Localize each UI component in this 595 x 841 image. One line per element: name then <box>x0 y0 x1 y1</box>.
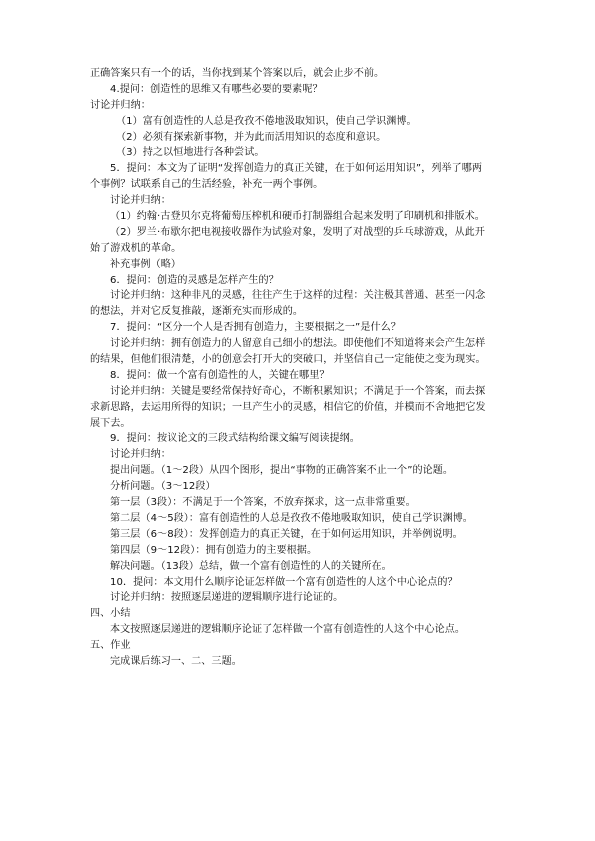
document-body <box>90 66 509 670</box>
text-line: （2）罗兰·布歇尔把电视接收器作为试验对象，发明了对战型的乒乓球游戏，从此开 <box>110 226 485 238</box>
text-line: 4.提问：创造性的思维又有哪些必要的要素呢？ <box>110 83 323 95</box>
text-line: 6．提问：创造的灵感是怎样产生的？ <box>110 274 279 286</box>
text-line: （1）富有创造性的人总是孜孜不倦地汲取知识，使自己学识渊博。 <box>116 115 417 127</box>
text-line: 讨论并归纳：按照逐层递进的逻辑顺序进行论证的。 <box>110 592 344 604</box>
text-line: （2）必须有探索新事物，并为此而活用知识的态度和意识。 <box>116 131 387 143</box>
text-line: 5．提问：本文为了证明“发挥创造力的真正关键，在于如何运用知识”，列举了哪两 <box>110 163 483 175</box>
text-line: 7．提问：“区分一个人是否拥有创造力，主要根据之一”是什么？ <box>110 322 401 334</box>
text-line: 讨论并归纳：这种非凡的灵感，往往产生于这样的过程：关注极其普通、甚至一闪念 <box>110 290 486 302</box>
text-line: 提出问题。（1～2段）从四个图形，提出“事物的正确答案不止一个”的论题。 <box>110 465 454 477</box>
text-line: 讨论并归纳： <box>110 449 171 461</box>
text-line: 讨论并归纳：拥有创造力的人留意自己细小的想法。即使他们不知道将来会产生怎样 <box>110 338 486 350</box>
text-line: 第三层（6～8段）：发挥创造力的真正关键，在于如何运用知识，并举例说明。 <box>110 528 463 540</box>
text-line: 第一层（3段）：不满足于一个答案，不放弃探求，这一点非常重要。 <box>110 497 416 509</box>
text-line: 四、小结 <box>90 608 131 620</box>
text-line: 的想法，并对它反复推敲，逐渐充实而形成的。 <box>90 306 304 318</box>
text-line: 第四层（9～12段）：拥有创造力的主要根据。 <box>110 544 318 556</box>
text-line: 讨论并归纳：关键是要经常保持好奇心，不断积累知识；不满足于一个答案，而去探 <box>110 385 486 397</box>
text-line: 10．提问：本文用什么顺序论证怎样做一个富有创造性的人这个中心论点的？ <box>110 576 458 588</box>
text-line: 始了游戏机的革命。 <box>90 242 182 254</box>
text-line: 补充事例（略） <box>110 258 182 270</box>
text-line: 个事例？试联系自己的生活经验，补充一两个事例。 <box>90 179 324 191</box>
text-line: 正确答案只有一个的话，当你找到某个答案以后，就会止步不前。 <box>90 68 385 79</box>
text-line: 展下去。 <box>90 417 131 429</box>
text-line: 第二层（4～5段）：富有创造性的人总是孜孜不倦地吸取知识，使自己学识渊博。 <box>110 512 473 524</box>
text-line: 9．提问：按议论文的三段式结构给课文编写阅读提纲。 <box>110 433 360 445</box>
text-line: 完成课后练习一、二、三题。 <box>110 655 242 667</box>
text-line: 讨论并归纳： <box>90 99 151 111</box>
text-line: 分析问题。（3～12段） <box>110 481 216 493</box>
text-line: 本文按照逐层递进的逻辑顺序论证了怎样做一个富有创造性的人这个中心论点。 <box>110 624 466 636</box>
text-line: （3）持之以恒地进行各种尝试。 <box>116 147 265 159</box>
text-line: 的结果，但他们很清楚，小的创意会打开大的突破口，并坚信自己一定能使之变为现实。 <box>90 354 486 366</box>
text-line: 解决问题。（13段）总结，做一个富有创造性的人的关键所在。 <box>110 560 392 572</box>
text-line: 求新思路，去运用所得的知识；一旦产生小的灵感，相信它的价值，并模而不舍地把它发 <box>90 401 486 413</box>
text-line: 讨论并归纳： <box>110 195 171 207</box>
text-line: （1）约翰·古登贝尔克将葡萄压榨机和硬币打制器组合起来发明了印刷机和排版术。 <box>110 211 485 223</box>
text-line: 8．提问：做一个富有创造性的人，关键在哪里？ <box>110 369 330 381</box>
text-line: 五、作业 <box>90 640 131 652</box>
